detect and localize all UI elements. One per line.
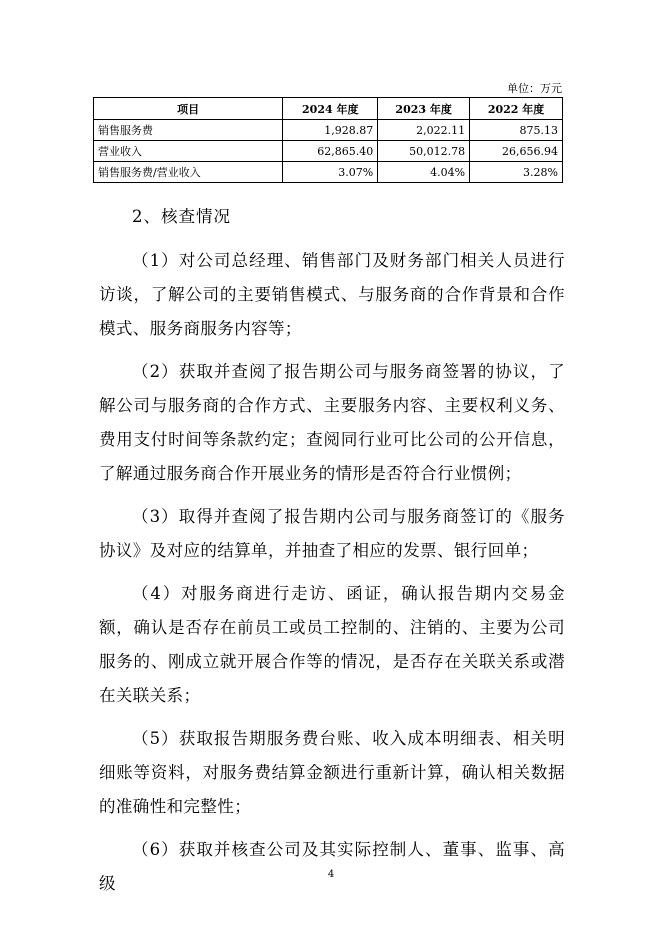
document-body	[99, 200, 565, 910]
row-label: 销售服务费	[94, 120, 283, 141]
row-label: 销售服务费/营业收入	[94, 162, 283, 183]
table-cell: 4.04%	[378, 162, 470, 183]
table-cell: 62,865.40	[283, 141, 378, 162]
row-label: 营业收入	[94, 141, 283, 162]
paragraph: （2）获取并查阅了报告期公司与服务商签署的协议，了解公司与服务商的合作方式、主要服务内容、主要权利义务、费用支付时间等条款约定；查阅同行业可比公司的公开信息，了解通过服务商合作开展业务的情形是否符合行业惯例；	[99, 362, 565, 483]
table-cell: 26,656.94	[470, 141, 563, 162]
financial-table	[93, 97, 563, 183]
table-header-cell: 2022 年度	[470, 98, 563, 120]
table-cell: 3.28%	[470, 162, 563, 183]
table-row	[94, 162, 563, 183]
paragraph: （5）获取报告期服务费台账、收入成本明细表、相关明细账等资料，对服务费结算金额进行重新计算，确认相关数据的准确性和完整性；	[99, 729, 565, 816]
paragraph: （4）对服务商进行走访、函证，确认报告期内交易金额，确认是否存在前员工或员工控制的、注销的、主要为公司服务的、刚成立就开展合作等的情况，是否存在关联关系或潜在关联关系；	[99, 584, 565, 705]
table-row	[94, 120, 563, 141]
table-cell: 2,022.11	[378, 120, 470, 141]
table-cell: 3.07%	[283, 162, 378, 183]
table-header-cell: 项目	[94, 98, 283, 120]
paragraph: （6）获取并核查公司及其实际控制人、董事、监事、高级	[99, 840, 565, 893]
table-header-row	[94, 98, 563, 120]
table-row	[94, 141, 563, 162]
paragraph: （1）对公司总经理、销售部门及财务部门相关人员进行访谈，了解公司的主要销售模式、与服务商的合作背景和合作模式、服务商服务内容等；	[99, 251, 565, 338]
table-header-cell: 2024 年度	[283, 98, 378, 120]
page-number: 4	[327, 869, 335, 880]
table-header-cell: 2023 年度	[378, 98, 470, 120]
table-cell: 875.13	[470, 120, 563, 141]
table-cell: 50,012.78	[378, 141, 470, 162]
paragraph: （3）取得并查阅了报告期内公司与服务商签订的《服务协议》及对应的结算单，并抽查了相应的发票、银行回单；	[99, 507, 565, 560]
section-heading: 2、核查情况	[132, 207, 231, 226]
table-cell: 1,928.87	[283, 120, 378, 141]
unit-label: 单位：万元	[507, 82, 562, 95]
